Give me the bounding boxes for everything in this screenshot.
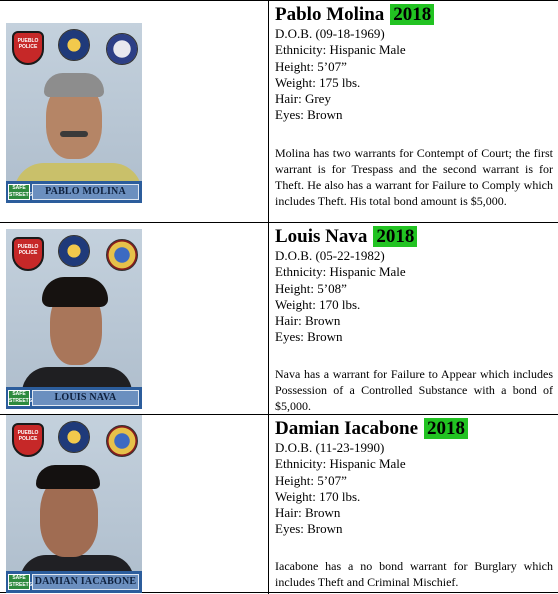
- record-info: [275, 4, 553, 209]
- ethnicity: Ethnicity: Hispanic Male: [275, 456, 406, 472]
- hair: [36, 465, 100, 489]
- safe-streets-logo: SAFE STREETS: [9, 391, 33, 404]
- dob: D.O.B. (09-18-1969): [275, 26, 385, 41]
- dob: D.O.B. (05-22-1982): [275, 248, 385, 263]
- county-seal-icon: [106, 33, 138, 65]
- mugshot: [6, 229, 142, 409]
- mugshot: [6, 23, 142, 203]
- suspect-name: Pablo Molina: [275, 4, 385, 25]
- dob: D.O.B. (11-23-1990): [275, 440, 385, 455]
- photo-name-label: LOUIS NAVA: [32, 390, 139, 406]
- county-seal-icon: [106, 425, 138, 457]
- suspect-name: Damian Iacabone: [275, 418, 419, 439]
- hair: Hair: Grey: [275, 91, 331, 107]
- record-info: [275, 226, 553, 414]
- photo-name-label: PABLO MOLINA: [32, 184, 139, 200]
- eyes: Eyes: Brown: [275, 107, 343, 123]
- column-divider: [268, 1, 269, 594]
- warrant-description: Iacabone has a no bond warrant for Burglary which includes Theft and Criminal Mischief.: [275, 558, 553, 589]
- weight: Weight: 170 lbs.: [275, 296, 361, 312]
- name-bar: [6, 387, 142, 409]
- hair: Hair: Brown: [275, 505, 341, 521]
- year-badge: 2018: [390, 4, 434, 25]
- weight: Weight: 170 lbs.: [275, 488, 361, 504]
- record-info: [275, 418, 553, 590]
- mugshot: [6, 415, 142, 593]
- weight: Weight: 175 lbs.: [275, 74, 361, 90]
- county-seal-icon: [106, 239, 138, 271]
- fbi-seal-icon: [58, 421, 90, 453]
- safe-streets-logo: SAFE STREETS: [9, 575, 33, 588]
- eyes: Eyes: Brown: [275, 521, 343, 537]
- suspect-name: Louis Nava: [275, 226, 368, 247]
- hair: [42, 277, 108, 307]
- name-bar: [6, 181, 142, 203]
- fbi-seal-icon: [58, 235, 90, 267]
- hair: Hair: Brown: [275, 313, 341, 329]
- police-seal-icon: PUEBLO POLICE: [12, 237, 44, 271]
- hair: [44, 73, 104, 97]
- record-row: [0, 1, 558, 223]
- safe-streets-logo: SAFE STREETS: [9, 185, 33, 198]
- record-row: [0, 223, 558, 415]
- fbi-seal-icon: [58, 29, 90, 61]
- height: Height: 5’08”: [275, 280, 347, 296]
- name-bar: [6, 571, 142, 593]
- mustache: [60, 131, 88, 137]
- record-row: [0, 415, 558, 593]
- police-seal-icon: PUEBLO POLICE: [12, 423, 44, 457]
- year-badge: 2018: [424, 418, 468, 439]
- photo-name-label: DAMIAN IACABONE: [32, 574, 139, 590]
- ethnicity: Ethnicity: Hispanic Male: [275, 264, 406, 280]
- height: Height: 5’07”: [275, 58, 347, 74]
- police-seal-icon: PUEBLO POLICE: [12, 31, 44, 65]
- warrant-description: Nava has a warrant for Failure to Appear which includes Possession of a Controlled Substance with a bond of $5,000.: [275, 366, 553, 413]
- year-badge: 2018: [373, 226, 417, 247]
- warrant-description: Molina has two warrants for Contempt of Court; the first warrant is for Trespass and the second warrant is for Theft. He also has a warrant for Failure to Comply which includes Theft. His total bond amount is $5,000.: [275, 145, 553, 208]
- height: Height: 5’07”: [275, 472, 347, 488]
- ethnicity: Ethnicity: Hispanic Male: [275, 42, 406, 58]
- eyes: Eyes: Brown: [275, 329, 343, 345]
